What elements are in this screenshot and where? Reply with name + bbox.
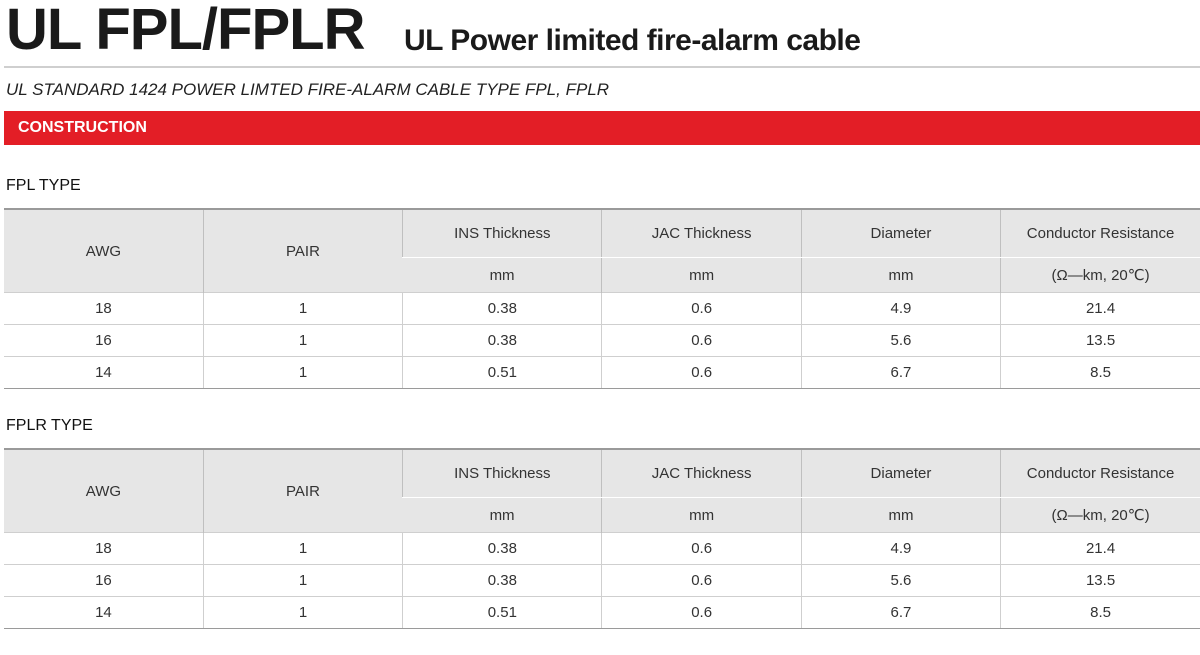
col-header-ins: INS Thickness	[403, 449, 602, 498]
cell-pair: 1	[203, 293, 402, 325]
col-header-awg: AWG	[4, 209, 203, 293]
cell-resistance: 13.5	[1001, 565, 1200, 597]
cell-resistance: 13.5	[1001, 325, 1200, 357]
cell-awg: 18	[4, 533, 203, 565]
unit-resistance: (Ω—km, 20℃)	[1001, 498, 1200, 533]
cell-awg: 18	[4, 293, 203, 325]
page-title: UL FPL/FPLR	[6, 0, 365, 62]
cell-resistance: 21.4	[1001, 293, 1200, 325]
unit-diameter: mm	[801, 498, 1000, 533]
cell-diameter: 5.6	[801, 565, 1000, 597]
section-header-bar	[4, 111, 1200, 145]
standard-text: UL STANDARD 1424 POWER LIMTED FIRE-ALARM CABLE TYPE FPL, FPLR	[6, 80, 610, 99]
cell-ins: 0.38	[403, 325, 602, 357]
cell-pair: 1	[203, 325, 402, 357]
cell-resistance: 8.5	[1001, 597, 1200, 629]
fpl-type-label: FPL TYPE	[6, 177, 81, 194]
cell-ins: 0.51	[403, 357, 602, 389]
table-row	[4, 597, 1200, 629]
cell-jac: 0.6	[602, 325, 801, 357]
cell-ins: 0.38	[403, 533, 602, 565]
cell-ins: 0.38	[403, 293, 602, 325]
fpl-spec-table	[4, 208, 1200, 389]
cell-awg: 14	[4, 597, 203, 629]
table-row	[4, 565, 1200, 597]
unit-resistance: (Ω—km, 20℃)	[1001, 258, 1200, 293]
cell-diameter: 4.9	[801, 533, 1000, 565]
col-header-ins: INS Thickness	[403, 209, 602, 258]
title-row	[4, 0, 1200, 66]
cell-jac: 0.6	[602, 533, 801, 565]
unit-diameter: mm	[801, 258, 1000, 293]
table-row	[4, 325, 1200, 357]
table-row	[4, 357, 1200, 389]
cell-diameter: 6.7	[801, 357, 1000, 389]
cell-diameter: 5.6	[801, 325, 1000, 357]
col-header-diameter: Diameter	[801, 209, 1000, 258]
unit-ins: mm	[403, 258, 602, 293]
col-header-diameter: Diameter	[801, 449, 1000, 498]
cell-resistance: 8.5	[1001, 357, 1200, 389]
unit-ins: mm	[403, 498, 602, 533]
cell-pair: 1	[203, 565, 402, 597]
cell-awg: 14	[4, 357, 203, 389]
title-divider	[4, 66, 1200, 68]
cell-awg: 16	[4, 325, 203, 357]
cell-resistance: 21.4	[1001, 533, 1200, 565]
col-header-pair: PAIR	[203, 209, 402, 293]
col-header-jac: JAC Thickness	[602, 449, 801, 498]
cell-jac: 0.6	[602, 565, 801, 597]
cell-jac: 0.6	[602, 357, 801, 389]
fplr-spec-table	[4, 448, 1200, 629]
cell-pair: 1	[203, 597, 402, 629]
col-header-jac: JAC Thickness	[602, 209, 801, 258]
cell-ins: 0.51	[403, 597, 602, 629]
cell-awg: 16	[4, 565, 203, 597]
cell-pair: 1	[203, 533, 402, 565]
unit-jac: mm	[602, 258, 801, 293]
col-header-pair: PAIR	[203, 449, 402, 533]
cell-ins: 0.38	[403, 565, 602, 597]
unit-jac: mm	[602, 498, 801, 533]
cell-jac: 0.6	[602, 293, 801, 325]
page-subtitle: UL Power limited fire-alarm cable	[404, 24, 861, 57]
cell-jac: 0.6	[602, 597, 801, 629]
cell-pair: 1	[203, 357, 402, 389]
table-row	[4, 533, 1200, 565]
col-header-awg: AWG	[4, 449, 203, 533]
fplr-type-label: FPLR TYPE	[6, 417, 93, 434]
section-header-label: CONSTRUCTION	[18, 119, 147, 136]
cell-diameter: 6.7	[801, 597, 1000, 629]
col-header-resistance: Conductor Resistance	[1001, 209, 1200, 258]
col-header-resistance: Conductor Resistance	[1001, 449, 1200, 498]
cell-diameter: 4.9	[801, 293, 1000, 325]
table-row	[4, 293, 1200, 325]
